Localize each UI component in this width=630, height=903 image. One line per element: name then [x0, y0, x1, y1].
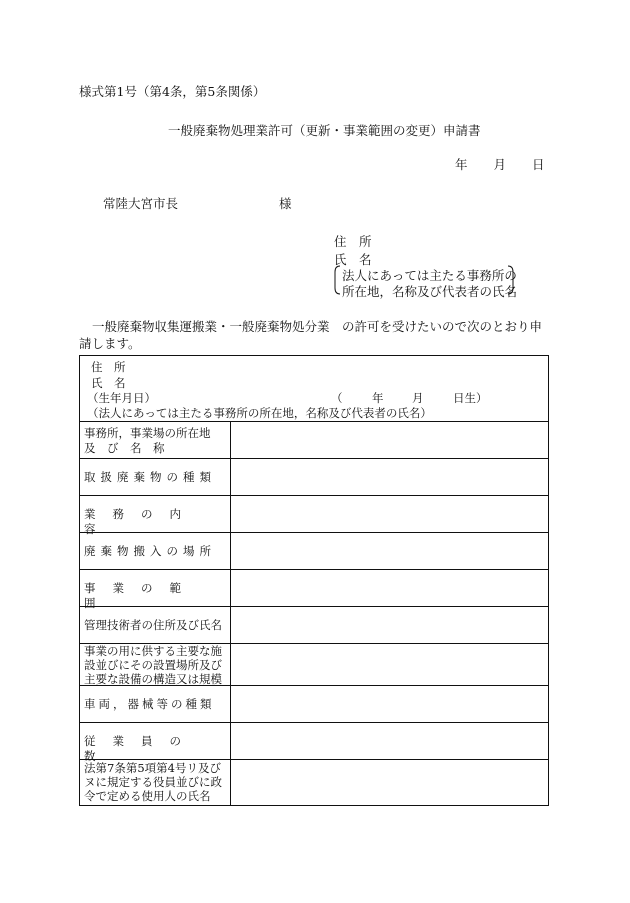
birth-paren: （ [331, 391, 343, 405]
date-day: 日 [532, 157, 545, 172]
corporate-note-line1: 法人にあっては主たる事務所の [342, 268, 517, 283]
value-employees[interactable] [231, 723, 548, 759]
value-waste-types[interactable] [231, 459, 548, 495]
row-office-location: 事務所，事業場の所在地 及 び 名 称 [84, 426, 211, 455]
value-vehicles[interactable] [231, 686, 548, 722]
row-waste-types: 取扱廃棄物の種類 [84, 470, 216, 484]
row-business-content: 業務の内容 [84, 507, 198, 536]
date-year: 年 [455, 157, 468, 172]
row-facilities: 事業の用に供する主要な施 設並びにその設置場所及び 主要な設備の構造又は規模 [84, 644, 222, 686]
applicant-address-label: 住 所 [334, 234, 372, 249]
value-officers[interactable] [231, 760, 548, 805]
form-number: 様式第1号（第4条，第5条関係） [79, 84, 266, 99]
table-corporate-note: （法人にあっては主たる事務所の所在地，名称及び代表者の氏名） [87, 406, 432, 420]
birth-month-label: 月 [412, 391, 424, 405]
row-waste-delivery-place: 廃棄物搬入の場所 [84, 544, 216, 558]
birth-year-label: 年 [372, 391, 384, 405]
row-officers: 法第7条第5項第4号リ及び ヌに規定する役員並びに政 令で定める使用人の氏名 [84, 761, 222, 803]
application-table [79, 355, 549, 806]
document-title: 一般廃棄物処理業許可（更新・事業範囲の変更）申請書 [168, 123, 481, 138]
table-name-label: 氏 名 [91, 376, 126, 390]
row-manager: 管理技術者の住所及び氏名 [84, 618, 222, 632]
value-facilities[interactable] [231, 644, 548, 685]
corporate-note-line2: 所在地，名称及び代表者の氏名 [342, 284, 518, 299]
table-address-label: 住 所 [91, 360, 126, 374]
honorific: 様 [279, 196, 292, 211]
value-business-content[interactable] [231, 496, 548, 532]
date-line [455, 155, 545, 173]
request-statement: 一般廃棄物収集運搬業・一般廃棄物処分業 の許可を受けたいので次のとおり申請します。 [79, 319, 543, 351]
table-birth-label: （生年月日） [87, 391, 156, 405]
row-vehicles: 車両，器械等の種類 [84, 697, 215, 711]
value-manager[interactable] [231, 607, 548, 643]
value-business-scope[interactable] [231, 570, 548, 606]
birth-day-label: 日生） [453, 391, 488, 405]
value-office-location[interactable] [231, 422, 548, 458]
row-employees: 従業員の数 [84, 734, 198, 763]
addressee: 常陸大宮市長 [103, 196, 179, 211]
applicant-name-label: 氏 名 [334, 252, 372, 267]
date-month: 月 [493, 157, 507, 172]
value-waste-delivery-place[interactable] [231, 533, 548, 569]
applicant-corporate-note [334, 265, 518, 299]
row-business-scope: 事業の範囲 [84, 581, 198, 610]
